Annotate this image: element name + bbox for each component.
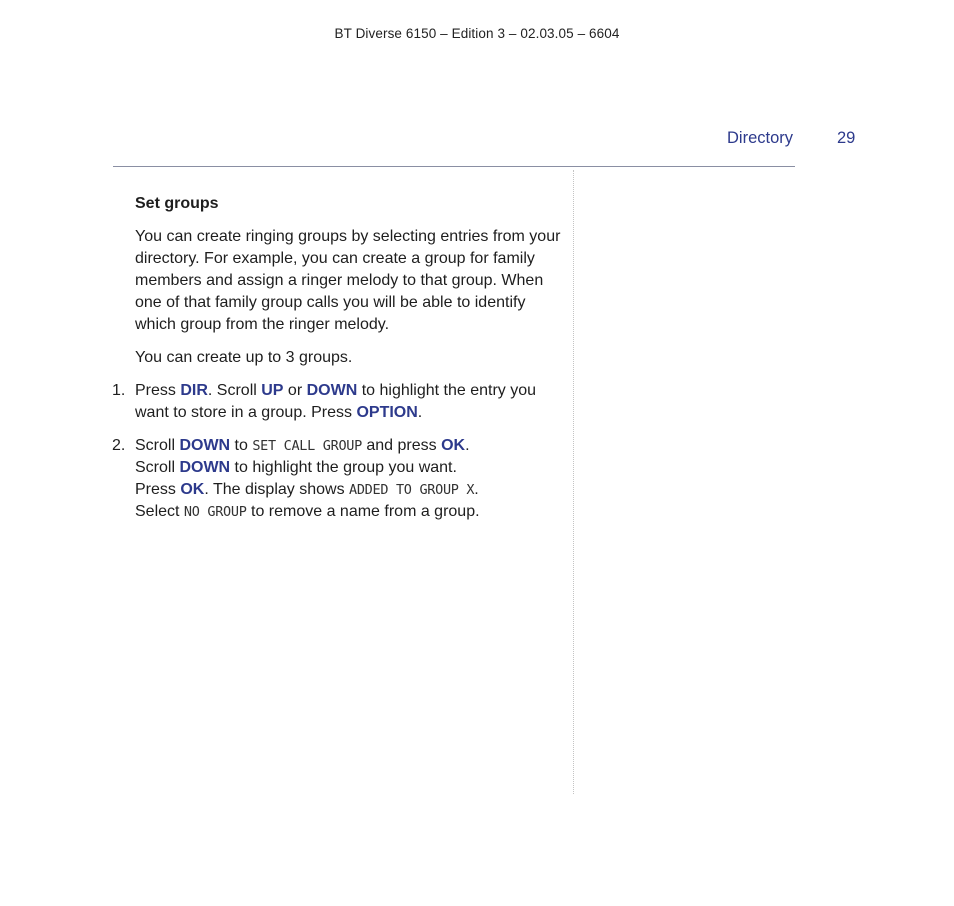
step-number: 2. [112, 437, 126, 454]
intro-paragraph: You can create ringing groups by selecting entries from your directory. For example, you can create a group for family members and assign a ringer melody to that group. When one of that family group calls you will be able to identify which group from the ringer melody. [135, 228, 561, 333]
step-text: to remove a name from a group. [246, 503, 480, 520]
key-up: UP [261, 382, 284, 399]
column-divider [573, 170, 574, 794]
section-heading: Set groups [135, 195, 219, 212]
section-title: Directory [727, 129, 794, 147]
step-text: Scroll [135, 459, 180, 476]
step-text: or [283, 382, 307, 399]
key-down: DOWN [179, 459, 231, 476]
steps-list [112, 380, 565, 523]
step-line [135, 435, 565, 457]
display-text: NO GROUP [183, 504, 247, 520]
step-text: Select [135, 503, 184, 520]
step-2 [112, 435, 565, 523]
step-text: to highlight the group you want. [230, 459, 457, 476]
step-text: . The display shows [204, 481, 350, 498]
step-text: . [474, 481, 479, 498]
step-text: and press [361, 437, 442, 454]
key-down: DOWN [179, 437, 231, 454]
step-number: 1. [112, 382, 126, 399]
document-info: BT Diverse 6150 – Edition 3 – 02.03.05 – 6604 [334, 26, 620, 41]
step-line [135, 479, 565, 501]
step-line [135, 457, 565, 479]
step-line [135, 501, 565, 523]
page-number: 29 [837, 129, 856, 147]
step-text: to [230, 437, 253, 454]
step-text: . [465, 437, 470, 454]
step-text: . [417, 404, 423, 421]
step-text: . Scroll [207, 382, 262, 399]
step-text: Scroll [135, 437, 180, 454]
step-text: Press [135, 382, 181, 399]
main-content [112, 193, 565, 534]
step-1 [112, 380, 565, 424]
key-option: OPTION [356, 404, 418, 421]
key-dir: DIR [180, 382, 208, 399]
step-text: Press [135, 481, 181, 498]
key-ok: OK [441, 437, 466, 454]
group-limit-paragraph: You can create up to 3 groups. [135, 349, 353, 366]
header-rule [113, 166, 795, 167]
display-text: ADDED TO GROUP X [349, 482, 475, 498]
key-ok: OK [180, 481, 205, 498]
step-text: to highlight the entry you want to store in a group. Press [135, 382, 537, 421]
key-down: DOWN [306, 382, 358, 399]
display-text: SET CALL GROUP [252, 438, 362, 454]
